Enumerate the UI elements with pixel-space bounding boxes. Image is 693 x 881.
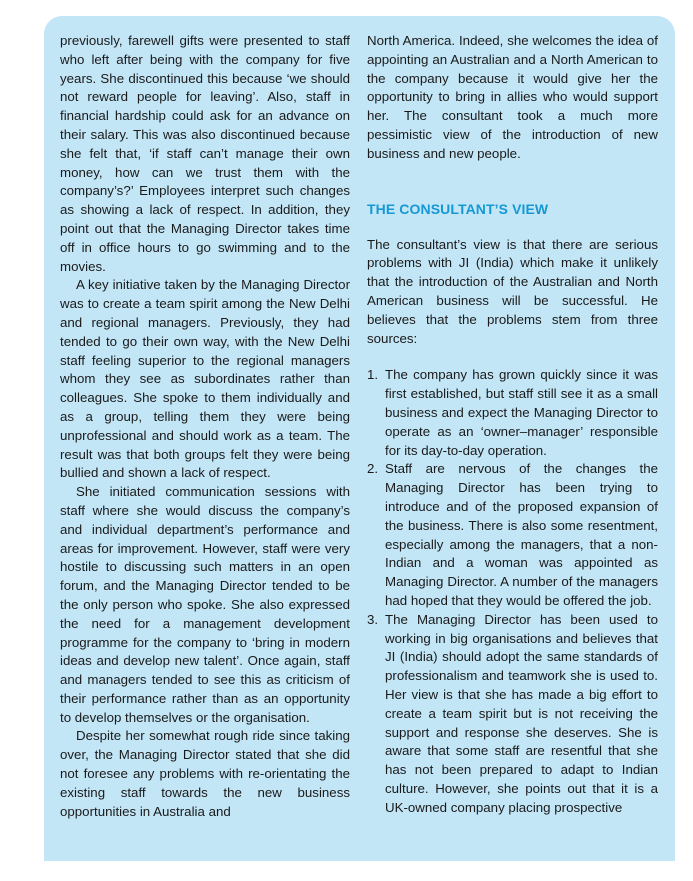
- list-item-text: The company has grown quickly since it was first established, but staff still see it as a small business and expect the Managing Director to operate as an ‘owner–manager’ responsible for its day-to-day operation.: [385, 367, 658, 458]
- list-item-number: 1.: [367, 367, 379, 383]
- right-column: [367, 32, 658, 817]
- problem-sources-list: [367, 366, 658, 817]
- section-heading-consultants-view: THE CONSULTANT’S VIEW: [367, 200, 549, 217]
- list-item: [367, 611, 658, 818]
- left-paragraph-communication-sessions: She initiated communication sessions with staff where she would discuss the company’s and individual department’s performance and areas for improvement. However, staff were very hostile to discussing such matters in an open forum, and the Managing Director tended to be the only person who spoke. She also expressed the need for a management development programme for the company to ‘bring in modern ideas and develop new talent’. Once again, staff and managers tended to see this as criticism of their performance rather than as an opportunity to develop themselves or the organisation.: [60, 484, 350, 725]
- right-paragraph-continuation: North America. Indeed, she welcomes the idea of appointing an Australian and a North American to the company because it would give her the opportunity to bring in allies who would support her. The consultant took a much more pessimistic view of the introduction of new business and new people.: [367, 33, 658, 161]
- list-item: [367, 460, 658, 610]
- left-paragraph-continuation: previously, farewell gifts were presented to staff who left after being with the company for five years. She discontinued this because ‘we should not reward people for leaving’. Also, staff in financial hardship could ask for an advance on their salary. This was also discontinued because she felt that, ‘if staff can’t manage their own money, how can we trust them with the company’s?’ Employees interpret such changes as showing a lack of respect. In addition, they point out that the Managing Director takes time off in office hours to go swimming and to the movies.: [60, 33, 350, 274]
- left-paragraph-rough-ride: Despite her somewhat rough ride since taking over, the Managing Director stated that she did not foresee any problems with re-orientating the existing staff towards the new business opportunities in Australia and: [60, 728, 350, 819]
- left-paragraph-team-spirit: A key initiative taken by the Managing Director was to create a team spirit among the New Delhi and regional managers. Previously, they had tended to go their own way, with the New Delhi staff feeling superior to the regional managers whom they see as subordinates rather than colleagues. She spoke to them individually and as a group, telling them they were being unprofessional and should work as a team. The result was that both groups felt they were being bullied and shown a lack of respect.: [60, 277, 350, 481]
- list-item-text: The Managing Director has been used to working in big organisations and believes that JI (India) should adopt the same standards of professionalism and teamwork she is used to. Her view is that she has made a big effort to create a team spirit but is not receiving the support and response she deserves. She is aware that some staff are resentful that she has not been prepared to adapt to Indian culture. However, she points out that it is a UK-owned company placing prospective: [385, 611, 658, 815]
- left-column: [60, 32, 350, 821]
- list-item: [367, 366, 658, 460]
- list-spacer: [367, 348, 658, 366]
- consultant-intro-paragraph: The consultant’s view is that there are serious problems with JI (India) which make it unlikely that the introduction of the Australian and North American business will be successful. He believes that the problems stem from three sources:: [367, 236, 658, 346]
- list-item-text: Staff are nervous of the changes the Managing Director has been trying to introduce and of the proposed expansion of the business. There is also some resentment, especially among the managers, that a non-Indian and a woman was appointed as Managing Director. A number of the managers had hoped that they would be offered the job.: [385, 461, 658, 608]
- list-item-number: 2.: [367, 461, 379, 477]
- case-study-panel: [44, 16, 675, 861]
- list-item-number: 3.: [367, 611, 379, 627]
